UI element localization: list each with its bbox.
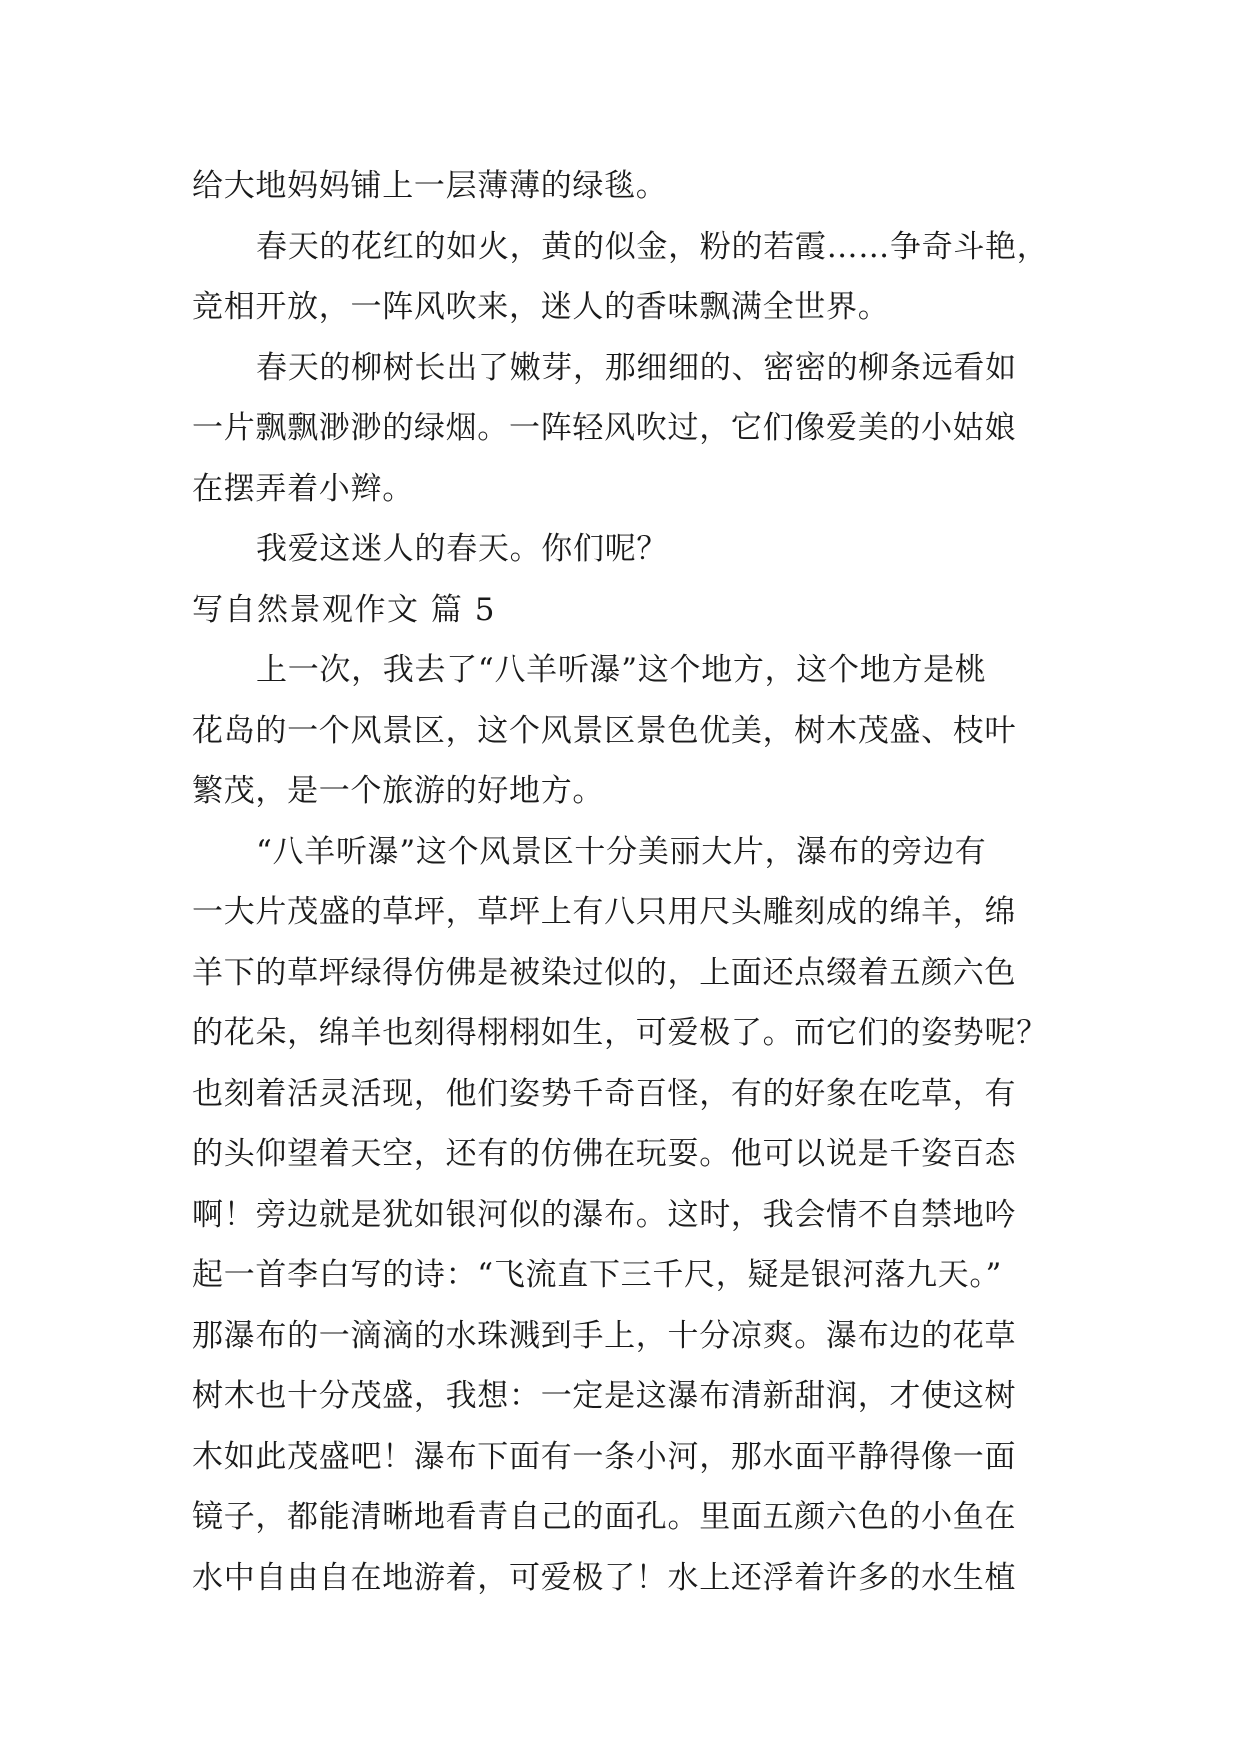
paragraph-line: 啊！旁边就是犹如银河似的瀑布。这时，我会情不自禁地吟 bbox=[192, 1196, 1017, 1233]
paragraph-line: 在摆弄着小辫。 bbox=[192, 470, 414, 507]
paragraph-line: 一片飘飘渺渺的绿烟。一阵轻风吹过，它们像爱美的小姑娘 bbox=[192, 410, 1017, 446]
paragraph-line: 的头仰望着天空，还有的仿佛在玩耍。他可以说是千姿百态 bbox=[192, 1136, 1017, 1172]
paragraph-line: “八羊听瀑”这个风景区十分美丽大片，瀑布的旁边有 bbox=[256, 833, 987, 870]
paragraph-line: 给大地妈妈铺上一层薄薄的绿毯。 bbox=[192, 168, 668, 204]
paragraph-line: 也刻着活灵活现，他们姿势千奇百怪，有的好象在吃草，有 bbox=[192, 1075, 1017, 1112]
paragraph-line: 水中自由自在地游着，可爱极了！水上还浮着许多的水生植 bbox=[192, 1559, 1017, 1596]
paragraph-line: 一大片茂盛的草坪，草坪上有八只用尺头雕刻成的绵羊，绵 bbox=[192, 894, 1017, 930]
paragraph-line: 春天的花红的如火，黄的似金，粉的若霞……争奇斗艳， bbox=[256, 228, 1049, 265]
paragraph-line: 繁茂，是一个旅游的好地方。 bbox=[192, 773, 605, 809]
paragraph-line: 树木也十分茂盛，我想：一定是这瀑布清新甜润，才使这树 bbox=[192, 1378, 1017, 1414]
paragraph-line: 花岛的一个风景区，这个风景区景色优美，树木茂盛、枝叶 bbox=[192, 712, 1017, 749]
paragraph-line: 木如此茂盛吧！瀑布下面有一条小河，那水面平静得像一面 bbox=[192, 1438, 1017, 1475]
paragraph-line: 上一次，我去了“八羊听瀑”这个地方，这个地方是桃 bbox=[256, 652, 987, 688]
paragraph-line: 竞相开放，一阵风吹来，迷人的香味飘满全世界。 bbox=[192, 289, 890, 325]
paragraph-line: 镜子，都能清晰地看青自己的面孔。里面五颜六色的小鱼在 bbox=[192, 1499, 1017, 1535]
paragraph-line: 的花朵，绵羊也刻得栩栩如生，可爱极了。而它们的姿势呢？ bbox=[192, 1015, 1048, 1051]
paragraph-line: 我爱这迷人的春天。你们呢？ bbox=[256, 531, 669, 567]
section-heading: 写自然景观作文 篇 5 bbox=[192, 591, 496, 628]
essay-text bbox=[192, 156, 1072, 1608]
paragraph-line: 那瀑布的一滴滴的水珠溅到手上，十分凉爽。瀑布边的花草 bbox=[192, 1317, 1017, 1354]
paragraph-line: 起一首李白写的诗：“飞流直下三千尺，疑是银河落九天。” bbox=[192, 1257, 1003, 1293]
paragraph-line: 春天的柳树长出了嫩芽，那细细的、密密的柳条远看如 bbox=[256, 349, 1017, 386]
paragraph-line: 羊下的草坪绿得仿佛是被染过似的，上面还点缀着五颜六色 bbox=[192, 954, 1017, 991]
